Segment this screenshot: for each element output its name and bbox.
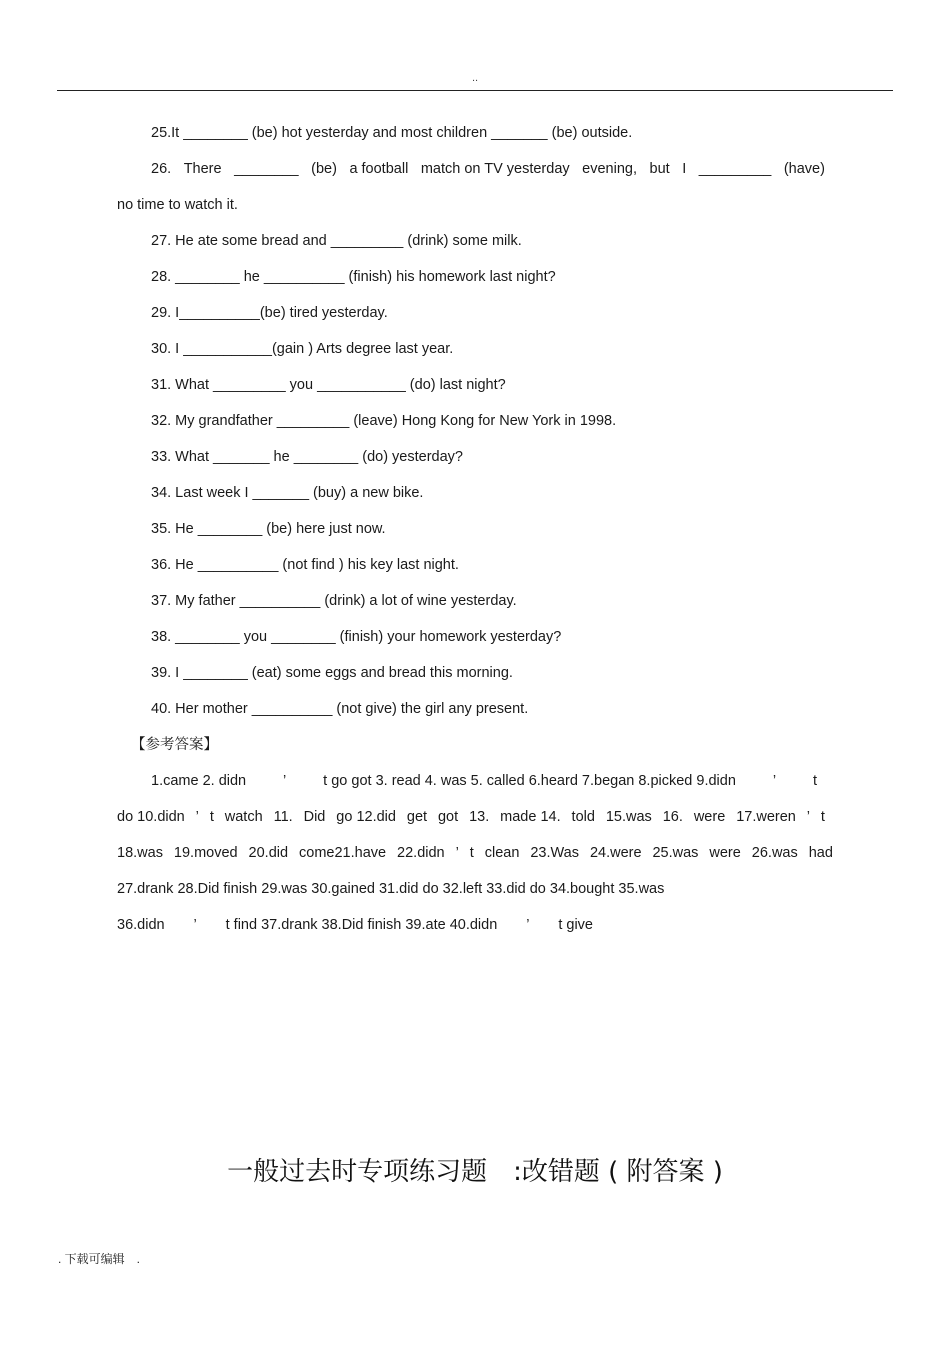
question-27: 27. He ate some bread and _________ (drink) some milk. <box>151 233 522 249</box>
q26-part: evening, <box>582 161 637 177</box>
question-39: 39. I ________ (eat) some eggs and bread this morning. <box>151 665 513 681</box>
header-rule <box>57 90 893 91</box>
answer-part: 11. <box>273 809 293 825</box>
next-section-title: 一般过去时专项练习题 :改错题 ( 附答案 ) <box>227 1157 723 1187</box>
header-mark: .. <box>471 72 479 84</box>
q26-part: ________ <box>234 161 299 177</box>
q26-part: but <box>649 161 670 177</box>
answer-part: had <box>808 845 833 861</box>
answer-part: watch <box>224 809 263 825</box>
answer-part: 19.moved <box>173 845 238 861</box>
question-38: 38. ________ you ________ (finish) your homework yesterday? <box>151 629 562 645</box>
question-26-continuation: no time to watch it. <box>117 197 238 213</box>
question-36: 36. He __________ (not find ) his key last night. <box>151 557 459 573</box>
answer-part: t <box>812 773 817 789</box>
answer-part: 13. <box>469 809 490 825</box>
answer-part: 24.were <box>589 845 642 861</box>
answer-part: t <box>820 809 825 825</box>
answer-part: 23.Was <box>530 845 579 861</box>
question-25: 25.It ________ (be) hot yesterday and most children _______ (be) outside. <box>151 125 633 141</box>
answer-part: 15.was <box>605 809 652 825</box>
answer-part: were <box>709 845 741 861</box>
answer-part: were <box>693 809 726 825</box>
answer-part: t go got 3. read 4. was 5. called 6.heard 7.began 8.picked 9.didn <box>323 773 736 789</box>
answer-part: ’ <box>772 773 777 789</box>
answer-part: ’ <box>283 773 287 789</box>
answer-part: 22.didn <box>397 845 445 861</box>
answer-line-5 <box>117 916 593 934</box>
answer-part: ’ <box>195 809 199 825</box>
q26-part: I <box>682 161 687 177</box>
answer-part: do 10.didn <box>117 809 185 825</box>
answer-part: made 14. <box>500 809 561 825</box>
answer-part: Did <box>303 809 326 825</box>
question-34: 34. Last week I _______ (buy) a new bike. <box>151 485 424 501</box>
q26-part: (have) <box>783 161 825 177</box>
answer-part: 20.did <box>248 845 289 861</box>
answer-part: 26.was <box>751 845 798 861</box>
question-32: 32. My grandfather _________ (leave) Hong Kong for New York in 1998. <box>151 413 617 429</box>
question-35: 35. He ________ (be) here just now. <box>151 521 386 537</box>
answer-line-1 <box>151 772 817 790</box>
answer-heading: 【参考答案】 <box>131 737 218 753</box>
answer-part: t find 37.drank 38.Did finish 39.ate 40.didn <box>225 917 498 933</box>
answer-part: got <box>437 809 459 825</box>
q26-part: 26. <box>151 161 172 177</box>
answer-line-3 <box>117 844 833 862</box>
answer-part: ’ <box>193 917 197 933</box>
answer-line-2 <box>117 808 825 826</box>
answer-part: t give <box>558 917 593 933</box>
question-26 <box>151 160 825 178</box>
answer-part: 16. <box>662 809 683 825</box>
question-40: 40. Her mother __________ (not give) the girl any present. <box>151 701 529 717</box>
q26-part: _________ <box>698 161 772 177</box>
answer-part: 25.was <box>652 845 699 861</box>
q26-part: (be) <box>311 161 337 177</box>
question-33: 33. What _______ he ________ (do) yesterday? <box>151 449 463 465</box>
answer-part: clean <box>484 845 520 861</box>
footer-note: . 下载可编辑 . <box>58 1252 141 1266</box>
q26-part: a football <box>349 161 409 177</box>
q26-part: match on TV yesterday <box>420 161 570 177</box>
answer-part: 18.was <box>117 845 163 861</box>
answer-part: told <box>571 809 595 825</box>
answer-part: ’ <box>806 809 810 825</box>
answer-line-4: 27.drank 28.Did finish 29.was 30.gained 31.did do 32.left 33.did do 34.bought 35.was <box>117 881 665 897</box>
answer-part: t <box>469 845 474 861</box>
answer-part: t <box>209 809 214 825</box>
question-31: 31. What _________ you ___________ (do) last night? <box>151 377 506 393</box>
question-29: 29. I__________(be) tired yesterday. <box>151 305 388 321</box>
answer-part: 1.came 2. didn <box>151 773 247 789</box>
question-30: 30. I ___________(gain ) Arts degree last year. <box>151 341 454 357</box>
question-37: 37. My father __________ (drink) a lot of wine yesterday. <box>151 593 517 609</box>
q26-part: There <box>183 161 222 177</box>
answer-part: come21.have <box>299 845 387 861</box>
answer-part: 36.didn <box>117 917 165 933</box>
answer-part: ’ <box>526 917 530 933</box>
answer-part: 17.weren <box>736 809 796 825</box>
answer-part: get <box>406 809 428 825</box>
answer-part: go 12.did <box>336 809 396 825</box>
question-28: 28. ________ he __________ (finish) his homework last night? <box>151 269 556 285</box>
answer-part: ’ <box>455 845 459 861</box>
